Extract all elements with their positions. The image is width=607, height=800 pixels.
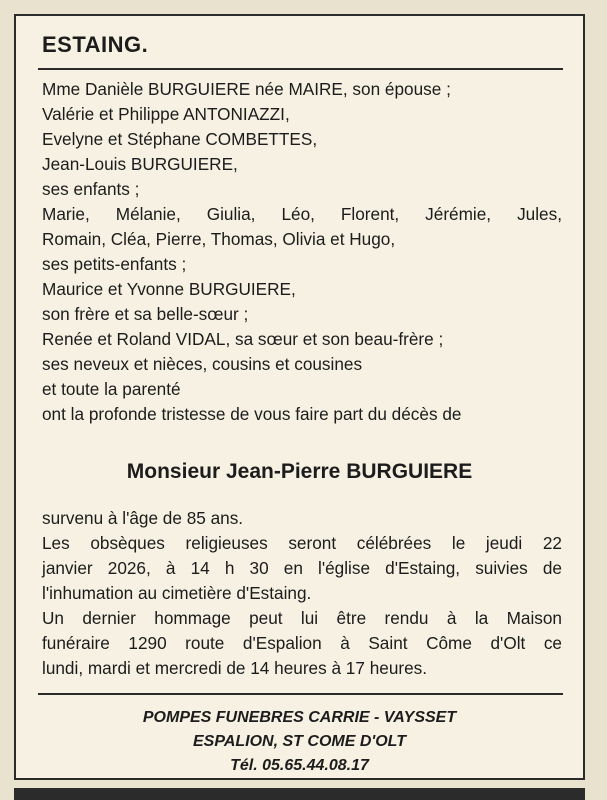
family-line: Maurice et Yvonne BURGUIERE, xyxy=(42,279,296,299)
detail-line: Les obsèques religieuses seront célébrées le jeudi 22 xyxy=(42,533,562,553)
family-line: ont la profonde tristesse de vous faire part du décès de xyxy=(42,404,462,424)
family-line: Romain, Cléa, Pierre, Thomas, Olivia et Hugo, xyxy=(42,229,396,249)
family-line: Valérie et Philippe ANTONIAZZI, xyxy=(42,104,290,124)
family-list xyxy=(42,77,562,427)
detail-line: janvier 2026, à 14 h 30 en l'église d'Estaing, suivies de xyxy=(42,558,562,578)
deceased-name: Monsieur Jean-Pierre BURGUIERE xyxy=(126,460,473,483)
obituary-notice xyxy=(14,14,585,780)
detail-line: Un dernier hommage peut lui être rendu à la Maison xyxy=(42,608,562,628)
family-line: Mme Danièle BURGUIERE née MAIRE, son épouse ; xyxy=(42,79,451,99)
funeral-details xyxy=(42,506,562,681)
detail-line: lundi, mardi et mercredi de 14 heures à 17 heures. xyxy=(42,658,428,678)
family-line: ses petits-enfants ; xyxy=(42,254,187,274)
funeral-home-location: ESPALION, ST COME D'OLT xyxy=(193,733,406,750)
family-line: Marie, Mélanie, Giulia, Léo, Florent, Jérémie, Jules, xyxy=(42,204,562,224)
next-notice-border xyxy=(14,788,585,800)
funeral-home-name: POMPES FUNEBRES CARRIE - VAYSSET xyxy=(142,709,457,726)
family-line: et toute la parenté xyxy=(42,379,181,399)
family-line: Jean-Louis BURGUIERE, xyxy=(42,154,238,174)
family-line: ses neveux et nièces, cousins et cousines xyxy=(42,354,363,374)
funeral-home-block xyxy=(16,706,583,778)
family-line: Renée et Roland VIDAL, sa sœur et son beau-frère ; xyxy=(42,329,444,349)
detail-line: l'inhumation au cimetière d'Estaing. xyxy=(42,583,312,603)
family-line: Evelyne et Stéphane COMBETTES, xyxy=(42,129,318,149)
funeral-home-phone: Tél. 05.65.44.08.17 xyxy=(230,757,369,774)
family-line: ses enfants ; xyxy=(42,179,140,199)
top-divider xyxy=(38,68,563,70)
detail-line: survenu à l'âge de 85 ans. xyxy=(42,508,244,528)
detail-line: funéraire 1290 route d'Espalion à Saint Côme d'Olt ce xyxy=(42,633,562,653)
bottom-divider xyxy=(38,693,563,695)
family-line: son frère et sa belle-sœur ; xyxy=(42,304,249,324)
notice-heading: ESTAING. xyxy=(42,32,149,57)
